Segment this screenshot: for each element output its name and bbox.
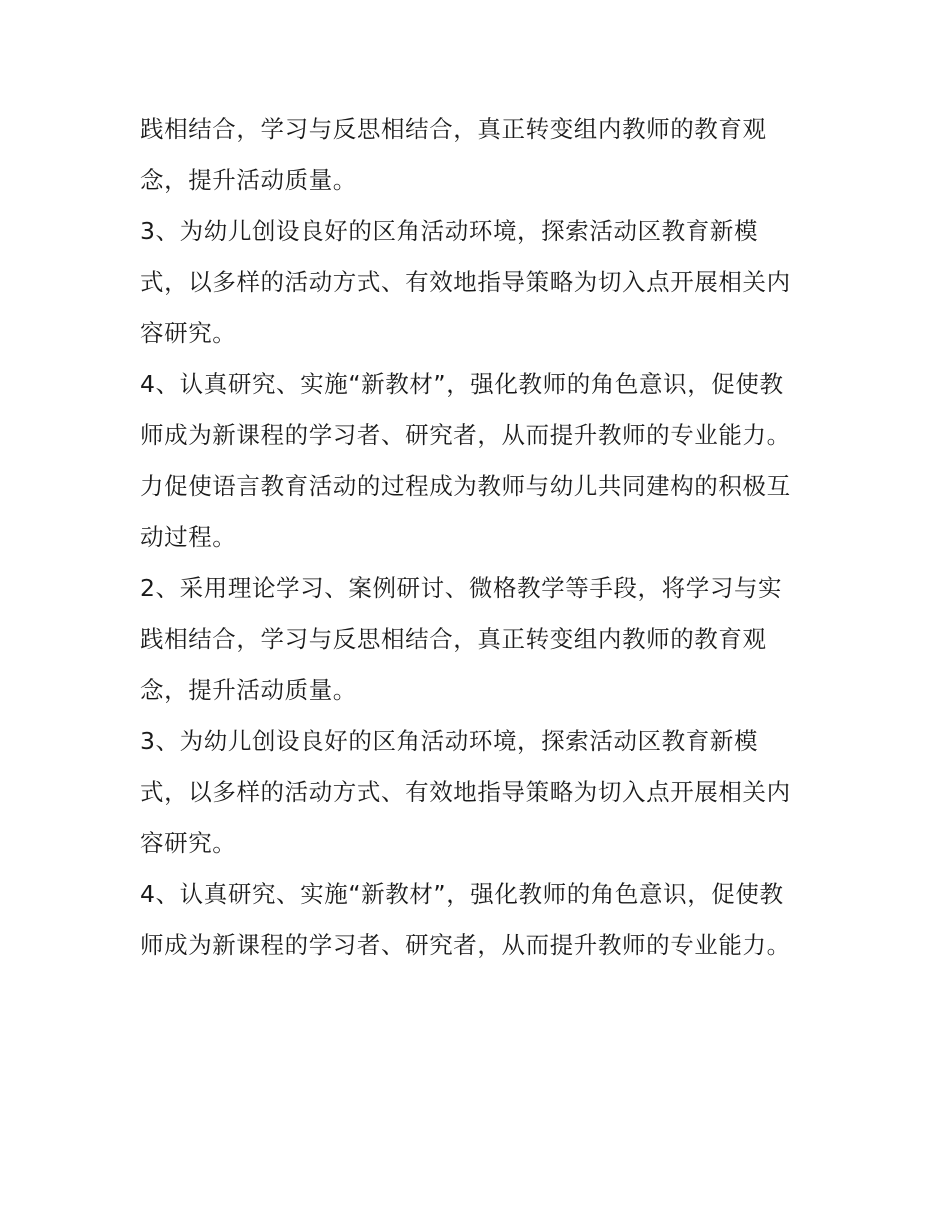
text-line: 容研究。 xyxy=(140,829,237,857)
text-line: 4、认真研究、实施“新教材”，强化教师的角色意识，促使教 xyxy=(140,880,784,908)
text-line: 式，以多样的活动方式、有效地指导策略为切入点开展相关内 xyxy=(140,268,791,296)
document-body xyxy=(140,104,820,971)
text-line: 式，以多样的活动方式、有效地指导策略为切入点开展相关内 xyxy=(140,778,791,806)
text-line: 践相结合，学习与反思相结合，真正转变组内教师的教育观 xyxy=(140,115,767,143)
text-line: 容研究。 xyxy=(140,319,237,347)
text-line: 2、采用理论学习、案例研讨、微格教学等手段，将学习与实 xyxy=(140,574,783,602)
text-line: 念，提升活动质量。 xyxy=(140,676,357,704)
text-line: 力促使语言教育活动的过程成为教师与幼儿共同建构的积极互 xyxy=(140,472,791,500)
text-line: 师成为新课程的学习者、研究者，从而提升教师的专业能力。 xyxy=(140,421,791,449)
text-line: 动过程。 xyxy=(140,523,237,551)
text-line: 念，提升活动质量。 xyxy=(140,166,357,194)
text-line: 师成为新课程的学习者、研究者，从而提升教师的专业能力。 xyxy=(140,931,791,959)
text-line: 4、认真研究、实施“新教材”，强化教师的角色意识，促使教 xyxy=(140,370,784,398)
text-line: 践相结合，学习与反思相结合，真正转变组内教师的教育观 xyxy=(140,625,767,653)
text-line: 3、为幼儿创设良好的区角活动环境，探索活动区教育新模 xyxy=(140,217,759,245)
text-line: 3、为幼儿创设良好的区角活动环境，探索活动区教育新模 xyxy=(140,727,759,755)
